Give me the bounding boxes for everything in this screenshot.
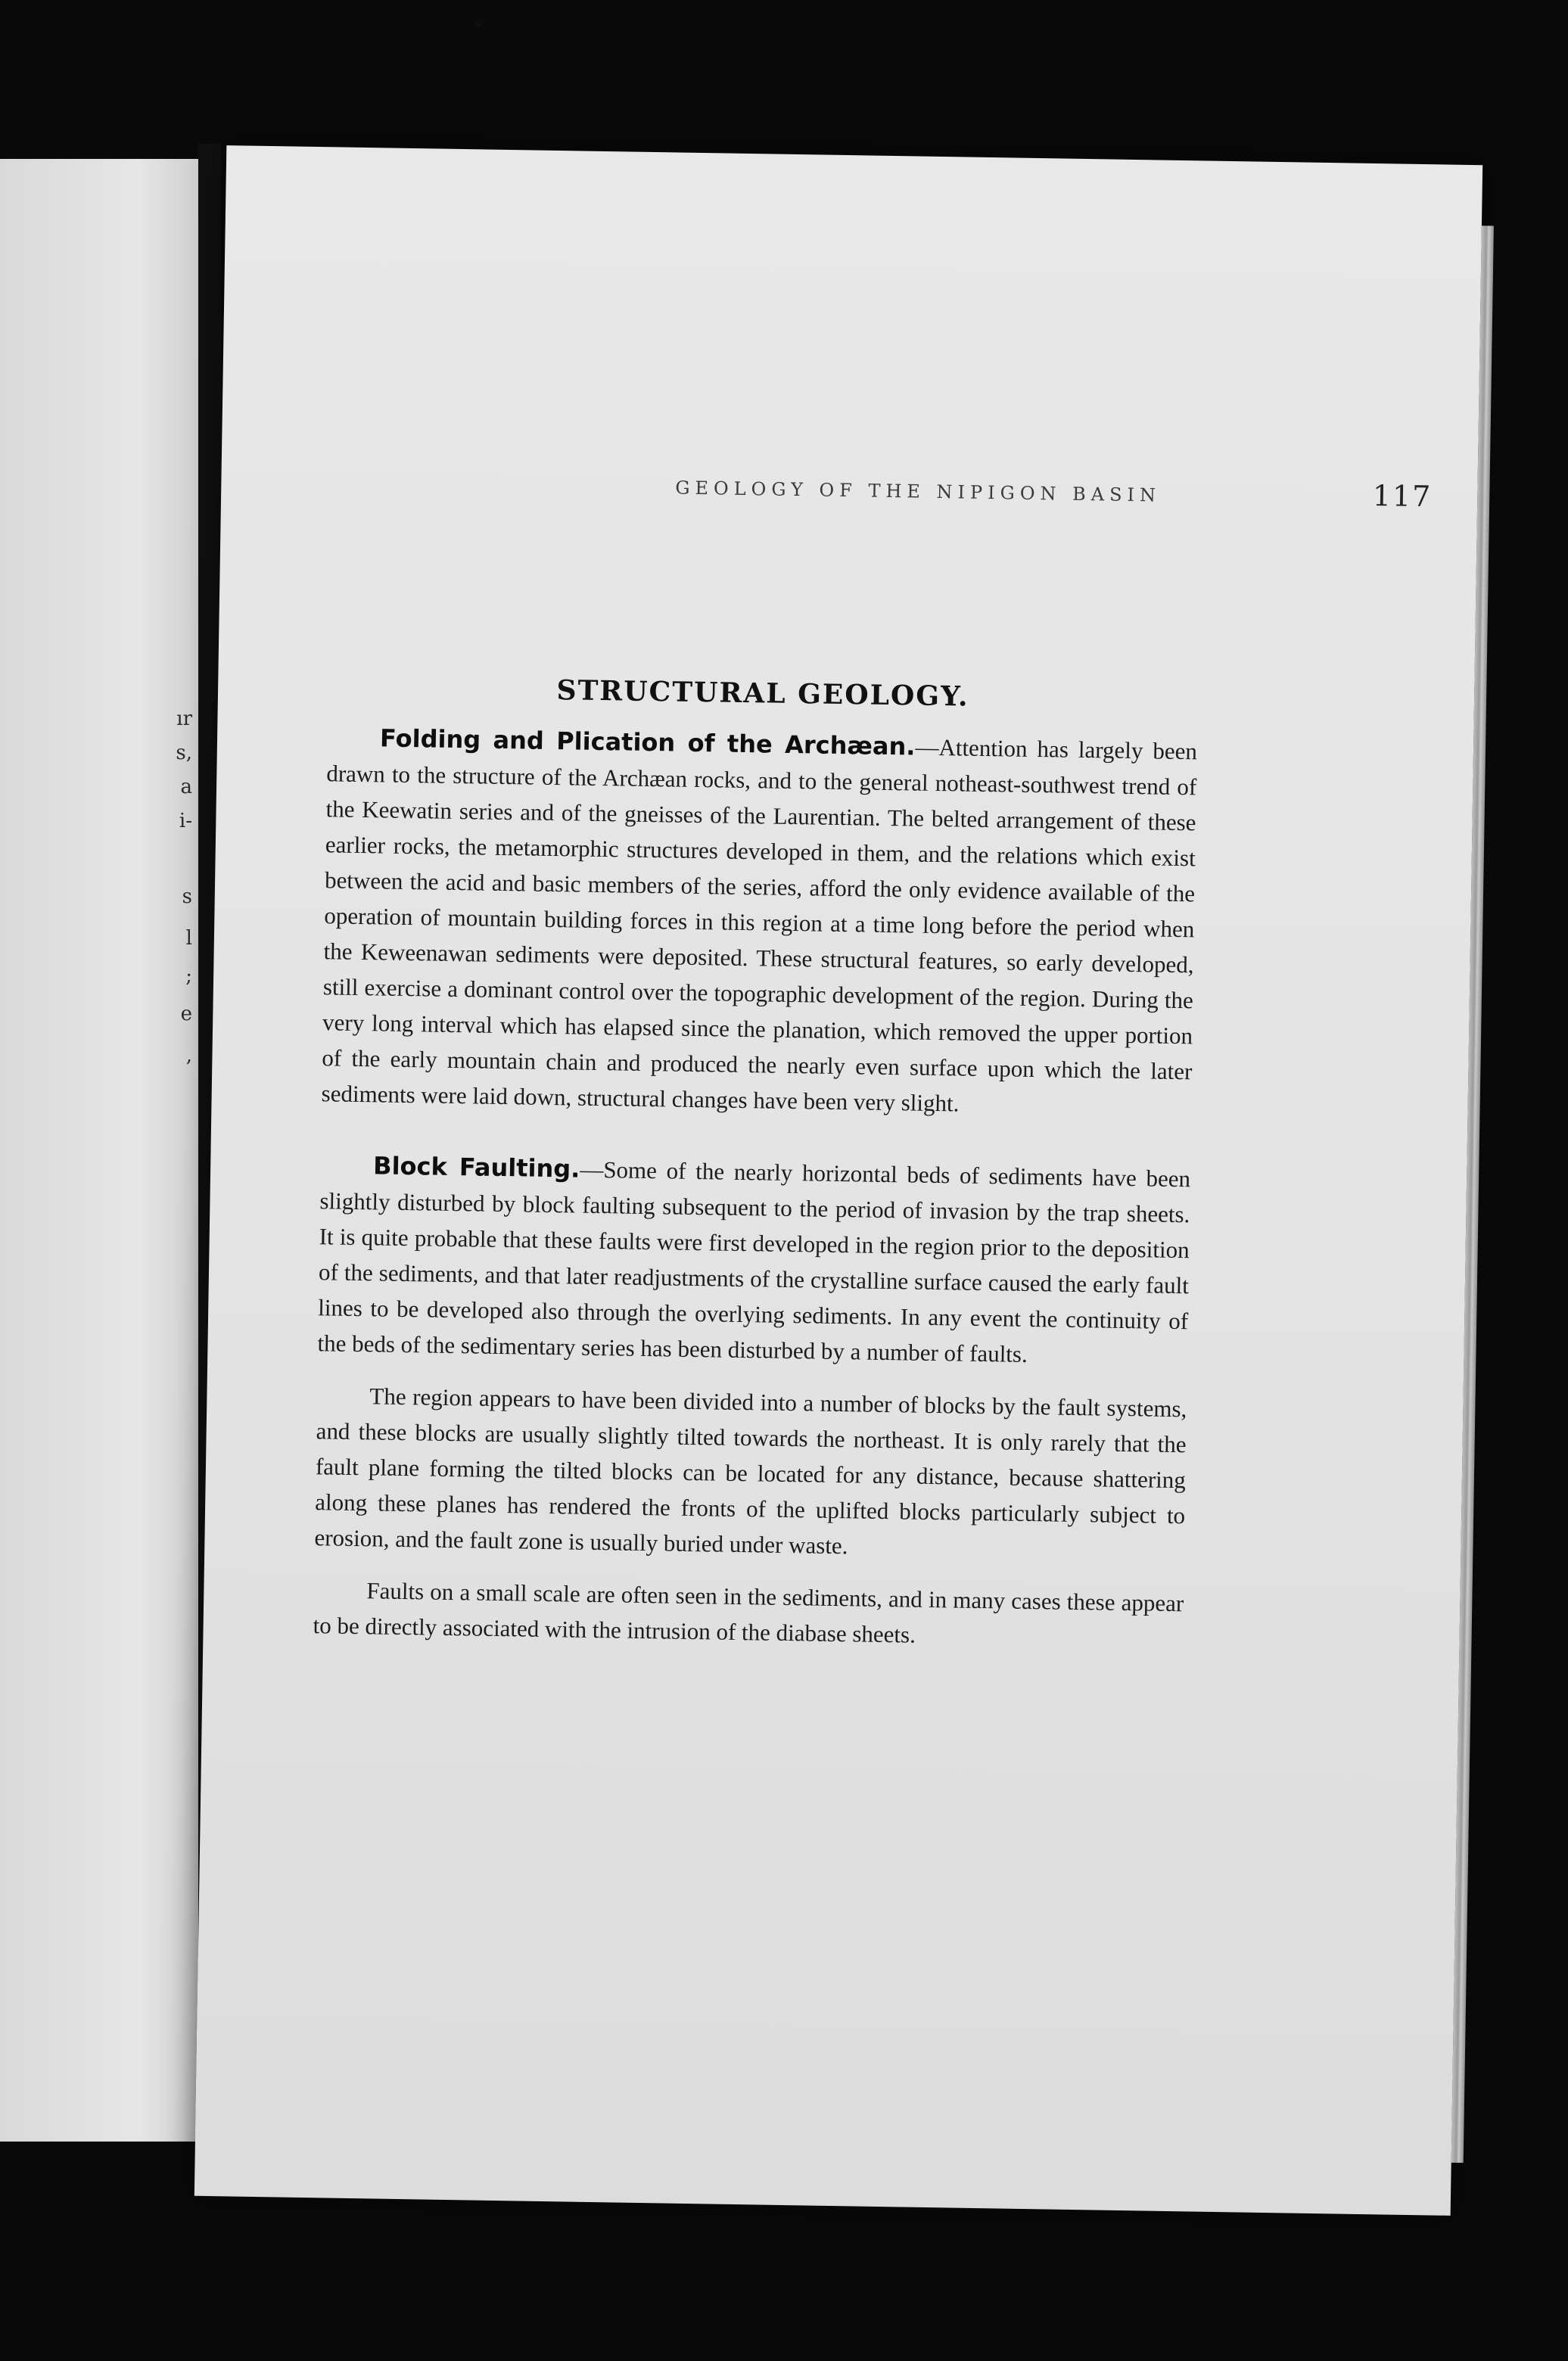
book-page — [194, 145, 1482, 2216]
margin-fragment: l — [185, 927, 192, 950]
paragraph: The region appears to have been divided into a number of blocks by the fault systems, and these blocks are usually slightly tilted towards the northeast. It is only rarely that the fault plane forming the tilted blocks can be located for any distance, because shattering along these planes has rendered the fronts of the uplifted blocks particularly subject to erosion, and the fault zone is usually buried under waste. — [314, 1383, 1187, 1560]
margin-fragment: ; — [185, 965, 192, 988]
scan-speck — [475, 23, 480, 27]
page-edge — [1451, 226, 1494, 2163]
margin-fragment: a — [180, 776, 192, 798]
paragraph — [321, 720, 1197, 1125]
margin-fragment: e — [180, 1003, 192, 1025]
running-title: GEOLOGY OF THE NIPIGON BASIN — [675, 477, 1162, 506]
dash: — — [915, 733, 939, 761]
margin-fragment: ır — [176, 708, 192, 730]
margin-fragment: s, — [176, 742, 192, 764]
facing-page-fragment — [0, 159, 198, 2142]
margin-fragment: s — [182, 885, 192, 908]
page-body — [313, 669, 1198, 1656]
margin-fragment: i- — [179, 810, 192, 832]
paragraph-text: Some of the nearly horizontal beds of sediments have been slightly disturbed by block faulting subsequent to the period of invasion by the trap sheets. It is quite probable that these faults were first developed in the region prior to the deposition of the sediments, and that later readjustments of the crystalline surface caused the early fault lines to be developed also through the overlying sediments. In any event the continuity of the beds of the sedimentary series has been disturbed by a number of faults. — [317, 1156, 1191, 1367]
dash: — — [580, 1156, 604, 1184]
page-number: 117 — [1372, 478, 1433, 514]
subsection-title: Folding and Plication of the Archæan. — [379, 723, 916, 761]
paragraph: Faults on a small scale are often seen in the sediments, and in many cases these appear to be directly associated with the intrusion of the diabase sheets. — [313, 1577, 1184, 1648]
running-header — [449, 471, 1433, 514]
section-heading: STRUCTURAL GEOLOGY. — [556, 674, 969, 713]
paragraph — [317, 1147, 1190, 1374]
paragraph-text: Attention has largely been drawn to the structure of the Archæan rocks, and to the general notheast-southwest trend of the Keewatin series and of the gneisses of the Laurentian. The belted arrangement of these earlier rocks, the metamorphic structures developed in them, and the relations which exist between the acid and basic members of the series, afford the only evidence available of the operation of mountain building forces in this region at a time long before the period when the Keweenawan sediments were deposited. These structural features, so early developed, still exercise a dominant control over the topographic development of the region. During the very long interval which has elapsed since the planation, which removed the upper portion of the early mountain chain and produced the nearly even surface upon which the later sediments were laid down, structural changes have been very slight. — [321, 734, 1198, 1117]
subsection-title: Block Faulting. — [372, 1151, 580, 1184]
margin-fragment: , — [185, 1044, 192, 1067]
